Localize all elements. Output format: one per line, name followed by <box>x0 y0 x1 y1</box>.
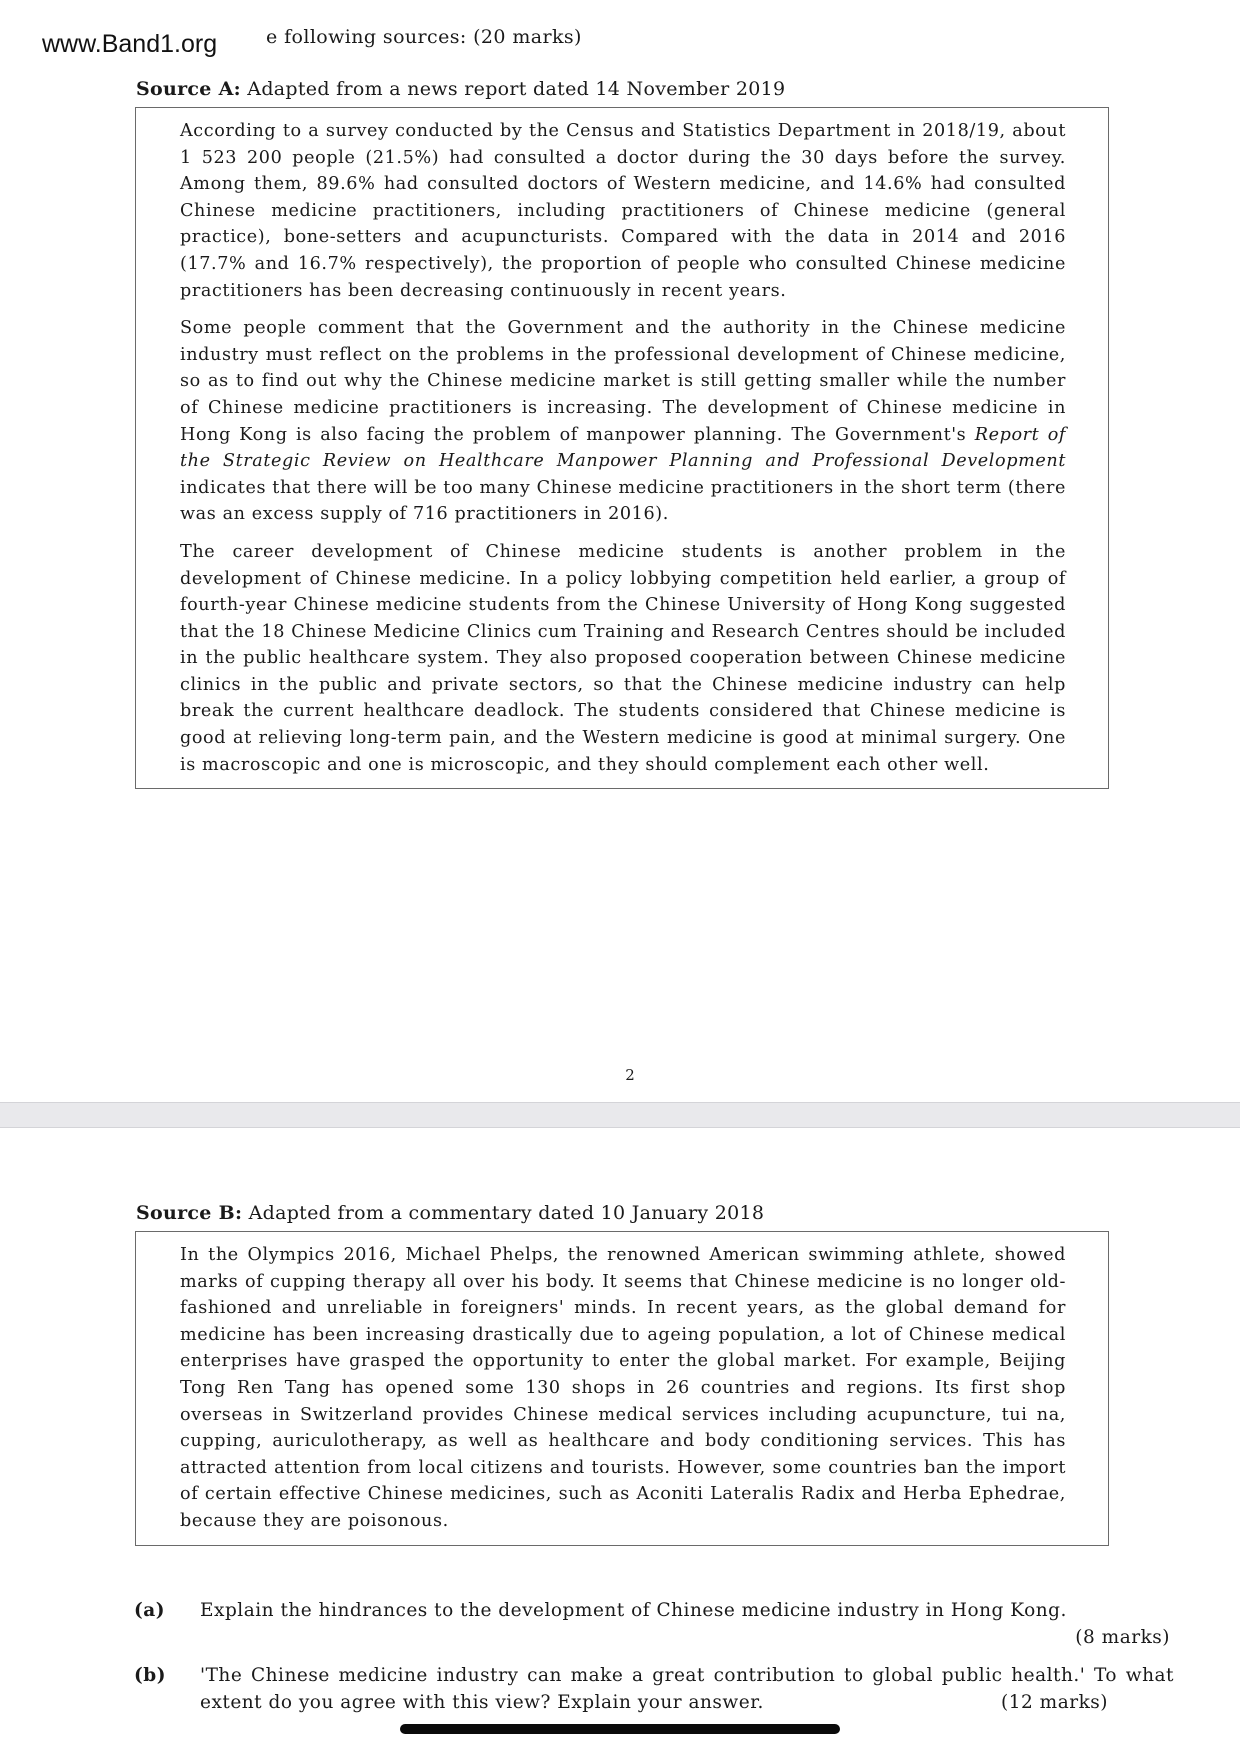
question-a-label: (a) <box>134 1600 165 1621</box>
question-b-label: (b) <box>134 1665 166 1686</box>
question-a <box>134 1597 1174 1651</box>
source-b-label: Source B: <box>136 1202 243 1224</box>
source-b-paragraph: In the Olympics 2016, Michael Phelps, the renowned American swimming athlete, showed marks of cupping therapy all over his body. It seems that Chinese medicine is no longer old-fashioned and unreliable in foreigners' minds. In recent years, as the global demand for medicine has been increasing drastically due to ageing population, a lot of Chinese medical enterprises have grasped the opportunity to enter the global market. For example, Beijing Tong Ren Tang has opened some 130 shops in 26 countries and regions. Its first shop overseas in Switzerland provides Chinese medical services including acupuncture, tui na, cupping, auriculotherapy, as well as healthcare and body conditioning services. This has attracted attention from local citizens and tourists. However, some countries ban the import of certain effective Chinese medicines, such as Aconiti Lateralis Radix and Herba Ephedrae, because they are poisonous. <box>180 1245 1066 1531</box>
question-instruction-fragment: e following sources: (20 marks) <box>266 26 582 48</box>
source-a-box <box>135 107 1109 789</box>
source-a-paragraph-2: Some people comment that the Government and the authority in the Chinese medicine industry must reflect on the problems in the professional development of Chinese medicine, so as to find out why the Chinese medicine market is still getting smaller while the number of Chinese medicine practitioners is increasing. The development of Chinese medicine in Hong Kong is also facing the problem of manpower planning. The Government's Report of the Strategic Review on Healthcare Manpower Planning and Professional Development indicates that there will be too many Chinese medicine practitioners in the short term (there was an excess supply of 716 practitioners in 2016). <box>180 318 1067 525</box>
source-b-title: Adapted from a commentary dated 10 January 2018 <box>248 1202 765 1224</box>
home-indicator-bar[interactable] <box>400 1724 840 1734</box>
question-b-text: 'The Chinese medicine industry can make a great contribution to global public health.' To what extent do you agree with this view? Explain your answer. (12 marks) <box>200 1662 1174 1716</box>
question-a-marks: (8 marks) <box>1075 1627 1170 1648</box>
source-b-box <box>135 1231 1109 1546</box>
source-a-label: Source A: <box>136 78 241 100</box>
source-b-heading <box>136 1202 764 1224</box>
question-b <box>134 1662 1174 1716</box>
source-a-heading <box>136 78 785 100</box>
question-b-marks: (12 marks) <box>1001 1692 1108 1713</box>
page-separator <box>0 1102 1240 1128</box>
question-a-text: Explain the hindrances to the development of Chinese medicine industry in Hong Kong. <box>200 1600 1067 1621</box>
source-a-paragraph-1: According to a survey conducted by the Census and Statistics Department in 2018/19, about 1 523 200 people (21.5%) had consulted a doctor during the 30 days before the survey. Among them, 89.6% had consulted doctors of Western medicine, and 14.6% had consulted Chinese medicine practitioners, including practitioners of Chinese medicine (general practice), bone-setters and acupuncturists. Compared with the data in 2014 and 2016 (17.7% and 16.7% respectively), the proportion of people who consulted Chinese medicine practitioners has been decreasing continuously in recent years. <box>180 121 1066 301</box>
report-title: Report of the Strategic Review on Healthcare Manpower Planning and Professional Development <box>180 424 1067 472</box>
source-a-paragraph-3: The career development of Chinese medicine students is another problem in the development of Chinese medicine. In a policy lobbying competition held earlier, a group of fourth-year Chinese medicine students from the Chinese University of Hong Kong suggested that the 18 Chinese Medicine Clinics cum Training and Research Centres should be included in the public healthcare system. They also proposed cooperation between Chinese medicine clinics in the public and private sectors, so that the Chinese medicine industry can help break the current healthcare deadlock. The students considered that Chinese medicine is good at relieving long-term pain, and the Western medicine is good at minimal surgery. One is macroscopic and one is microscopic, and they should complement each other well. <box>180 541 1066 775</box>
page-number: 2 <box>625 1066 635 1084</box>
watermark: www.Band1.org <box>42 30 218 58</box>
source-a-title: Adapted from a news report dated 14 November 2019 <box>247 78 786 100</box>
